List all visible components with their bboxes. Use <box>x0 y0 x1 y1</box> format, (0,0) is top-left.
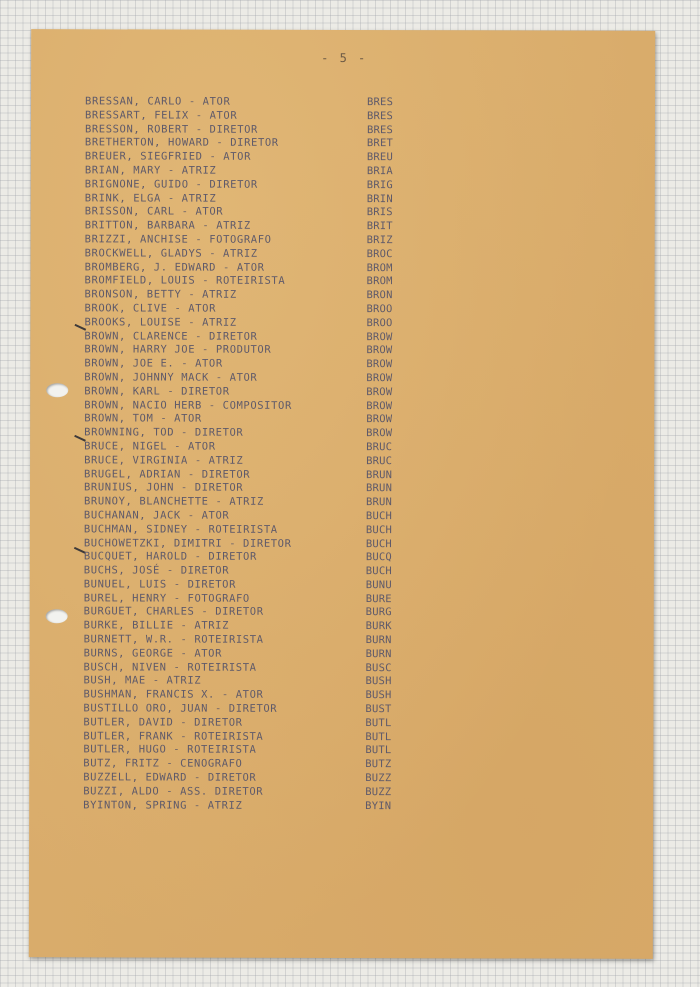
punch-hole-top <box>46 383 68 397</box>
entry-name: BROCKWELL, GLADYS - ATRIZ <box>84 247 258 260</box>
list-item <box>85 123 615 138</box>
list-item <box>83 675 613 690</box>
entry-name: BUREL, HENRY - FOTOGRAFO <box>83 592 250 605</box>
document-page <box>29 29 655 959</box>
entry-code: BUZZ <box>365 772 392 785</box>
entry-name: BRESSART, FELIX - ATOR <box>84 109 238 122</box>
entry-name: BRITTON, BARBARA - ATRIZ <box>84 219 251 232</box>
list-item <box>84 633 614 648</box>
entry-code: BUSH <box>365 689 392 702</box>
entry-name: BROWN, NACIO HERB - COMPOSITOR <box>84 398 292 412</box>
list-item <box>84 385 614 400</box>
entry-code: BUCQ <box>365 551 392 564</box>
list-item <box>85 219 615 234</box>
entry-name: BRUGEL, ADRIAN - DIRETOR <box>84 467 251 481</box>
list-item <box>84 564 614 579</box>
entry-name: BURKE, BILLIE - ATRIZ <box>83 619 230 632</box>
entry-code: BROW <box>366 427 393 440</box>
entry-name: BUSCH, NIVEN - ROTEIRISTA <box>83 660 257 674</box>
list-item <box>83 758 613 773</box>
list-item <box>84 440 614 455</box>
list-item <box>83 730 613 745</box>
entry-name: BRIZZI, ANCHISE - FOTOGRAFO <box>84 233 272 246</box>
entry-name: BUTLER, FRANK - ROTEIRISTA <box>83 729 264 743</box>
entry-name: BRUCE, NIGEL - ATOR <box>84 440 216 453</box>
entry-name: BUZZELL, EDWARD - DIRETOR <box>83 771 257 784</box>
entry-code: BRES <box>367 96 394 109</box>
list-item <box>84 371 614 386</box>
entry-code: BYIN <box>365 799 392 812</box>
entry-name: BREUER, SIEGFRIED - ATOR <box>84 150 252 163</box>
entry-code: BRIS <box>366 206 393 219</box>
entry-code: BROC <box>366 247 393 260</box>
entry-code: BROW <box>366 330 393 343</box>
entry-name: BROOK, CLIVE - ATOR <box>84 302 217 315</box>
entry-name: BUZZI, ALDO - ASS. DIRETOR <box>83 785 264 798</box>
list-item <box>85 206 615 221</box>
list-item <box>84 413 614 428</box>
list-item <box>84 551 614 566</box>
list-item <box>85 137 615 152</box>
entry-name: BRONSON, BETTY - ATRIZ <box>84 288 237 301</box>
entry-code: BRUN <box>366 468 393 481</box>
list-item <box>85 164 615 179</box>
list-item <box>84 482 614 497</box>
entry-name: BUSTILLO ORO, JUAN - DIRETOR <box>83 702 278 715</box>
entry-code: BRIG <box>366 178 393 191</box>
entry-name: BRESSAN, CARLO - ATOR <box>85 95 231 108</box>
list-item <box>84 316 614 331</box>
entry-code: BURN <box>365 634 392 647</box>
list-item <box>85 261 615 276</box>
list-item <box>83 702 613 717</box>
list-item <box>85 247 615 262</box>
entry-name: BUCHOWETZKI, DIMITRI - DIRETOR <box>83 536 292 550</box>
entry-name: BRUNIUS, JOHN - DIRETOR <box>84 481 244 495</box>
list-item <box>84 647 614 662</box>
entry-code: BRIA <box>366 165 393 178</box>
list-item <box>84 661 614 676</box>
list-item <box>83 744 613 759</box>
entry-code: BRUN <box>365 496 393 509</box>
entry-code: BRES <box>366 123 394 136</box>
list-item <box>85 95 615 110</box>
list-item <box>83 799 613 814</box>
entry-name: BRINK, ELGA - ATRIZ <box>84 191 217 205</box>
entry-code: BRUC <box>366 440 393 454</box>
list-item <box>85 192 615 207</box>
entry-name: BRIAN, MARY - ATRIZ <box>84 164 217 177</box>
entry-code: BRIZ <box>366 234 393 247</box>
entry-code: BUCH <box>365 523 393 536</box>
list-item <box>83 785 613 800</box>
list-item <box>84 620 614 635</box>
entry-code: BURE <box>365 592 392 605</box>
list-item <box>84 509 614 524</box>
entry-code: BROO <box>366 303 393 316</box>
entry-name: BRUCE, VIRGINIA - ATRIZ <box>84 454 244 467</box>
list-item <box>84 344 614 359</box>
entry-name: BROMBERG, J. EDWARD - ATOR <box>84 260 265 274</box>
entry-name: BURNS, GEORGE - ATOR <box>83 647 223 660</box>
list-item <box>84 454 614 469</box>
list-item <box>83 716 613 731</box>
entry-name: BUCQUET, HAROLD - DIRETOR <box>83 550 257 564</box>
entry-name: BUCHS, JOSÉ - DIRETOR <box>83 564 230 577</box>
entry-code: BROW <box>366 399 393 412</box>
entry-code: BURG <box>365 606 392 619</box>
entry-code: BREU <box>366 151 393 164</box>
entry-code: BROW <box>366 413 393 426</box>
list-item <box>84 302 614 317</box>
entry-name: BROWN, JOE E. - ATOR <box>84 357 223 370</box>
list-item <box>84 606 614 621</box>
entry-name: BROWN, JOHNNY MACK - ATOR <box>84 371 258 384</box>
entry-name: BUSH, MAE - ATRIZ <box>83 674 202 688</box>
entry-code: BROM <box>366 261 393 274</box>
entry-code: BUCH <box>365 537 392 550</box>
entry-code: BUNU <box>365 578 392 592</box>
entry-code: BRIN <box>366 192 393 205</box>
entry-name: BYINTON, SPRING - ATRIZ <box>83 798 243 812</box>
entry-name: BUSHMAN, FRANCIS X. - ATOR <box>83 688 264 702</box>
entry-code: BRUN <box>365 482 393 495</box>
list-item <box>84 523 614 538</box>
entry-code: BUTL <box>365 744 392 757</box>
list-item <box>84 495 614 510</box>
entry-name: BROWN, CLARENCE - DIRETOR <box>84 329 258 343</box>
entry-code: BROW <box>366 372 393 385</box>
entry-name: BURGUET, CHARLES - DIRETOR <box>83 605 264 619</box>
entry-name: BUCHANAN, JACK - ATOR <box>83 509 230 522</box>
list-item <box>84 330 614 345</box>
list-item <box>83 771 613 786</box>
entry-name: BRIGNONE, GUIDO - DIRETOR <box>84 178 258 191</box>
list-item <box>83 689 613 704</box>
punch-hole-bottom <box>46 609 68 623</box>
entry-code: BROW <box>366 344 393 357</box>
entry-name: BROOKS, LOUISE - ATRIZ <box>84 316 237 329</box>
entry-name: BROWN, HARRY JOE - PRODUTOR <box>84 343 272 357</box>
list-item <box>84 399 614 414</box>
entry-code: BRET <box>366 137 394 150</box>
entry-code: BUST <box>365 703 392 716</box>
entry-code: BROW <box>366 385 393 398</box>
entry-code: BUTZ <box>365 758 392 771</box>
list-item <box>84 537 614 552</box>
list-item <box>85 151 615 166</box>
entry-name: BURNETT, W.R. - ROTEIRISTA <box>83 633 264 646</box>
entry-name: BUTLER, HUGO - ROTEIRISTA <box>83 743 257 757</box>
entry-code: BRIT <box>366 220 393 233</box>
entry-code: BRON <box>366 289 393 302</box>
entry-code: BROM <box>366 275 393 288</box>
entry-name: BROWN, KARL - DIRETOR <box>84 385 230 398</box>
list-item <box>84 426 614 441</box>
page-number: - 5 - <box>321 50 368 66</box>
entry-code: BUSH <box>365 675 392 688</box>
entry-name: BUNUEL, LUIS - DIRETOR <box>83 578 237 591</box>
entry-code: BRUC <box>366 454 393 467</box>
list-item <box>85 275 615 290</box>
entry-name: BRUNOY, BLANCHETTE - ATRIZ <box>83 495 264 508</box>
list-item <box>84 592 614 607</box>
entry-name: BUCHMAN, SIDNEY - ROTEIRISTA <box>83 523 278 536</box>
list-item <box>84 578 614 593</box>
entry-name: BROWNING, TOD - DIRETOR <box>84 426 244 439</box>
entry-code: BUTL <box>365 730 392 743</box>
entry-code: BURN <box>365 647 392 661</box>
entry-name: BUTLER, DAVID - DIRETOR <box>83 716 243 729</box>
entry-code: BUZZ <box>365 785 392 798</box>
entry-code: BURK <box>365 620 392 633</box>
entry-code: BROO <box>366 316 393 329</box>
list-item <box>84 468 614 483</box>
name-index-list <box>83 95 615 814</box>
entry-name: BRESSON, ROBERT - DIRETOR <box>84 122 259 136</box>
entry-code: BUCH <box>365 565 392 578</box>
list-item <box>84 357 614 372</box>
entry-code: BROW <box>366 358 393 371</box>
entry-code: BUCH <box>365 509 393 523</box>
entry-name: BROWN, TOM - ATOR <box>84 412 202 425</box>
list-item <box>85 178 615 193</box>
entry-code: BUTL <box>365 716 392 729</box>
list-item <box>85 233 615 248</box>
list-item <box>85 288 615 303</box>
entry-name: BRISSON, CARL - ATOR <box>84 205 224 219</box>
list-item <box>85 109 615 124</box>
entry-code: BUSC <box>365 661 392 674</box>
entry-name: BUTZ, FRITZ - CENOGRAFO <box>83 757 243 770</box>
entry-code: BRES <box>366 109 394 122</box>
entry-name: BROMFIELD, LOUIS - ROTEIRISTA <box>84 274 286 288</box>
entry-name: BRETHERTON, HOWARD - DIRETOR <box>84 136 279 150</box>
